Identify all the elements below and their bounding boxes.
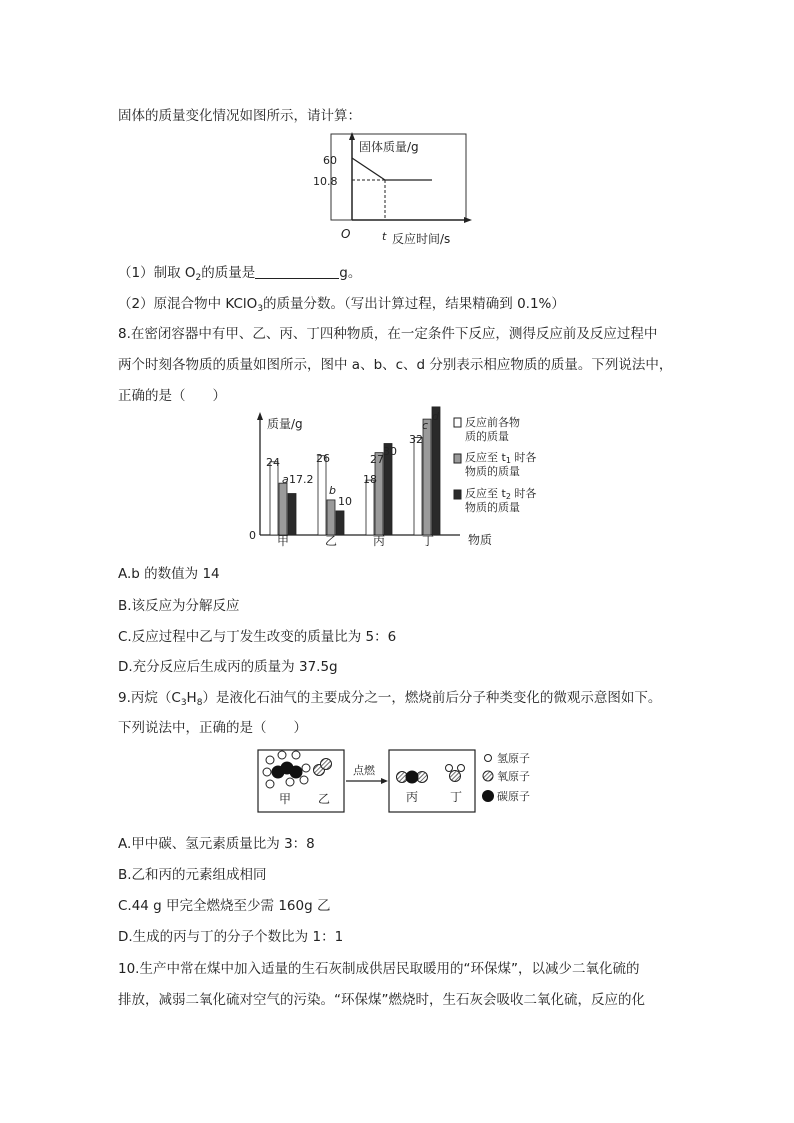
legend-swatch-t2 bbox=[454, 490, 461, 499]
legend-hydrogen-icon bbox=[485, 755, 492, 762]
q9-option-b: B.乙和丙的元素组成相同 bbox=[118, 867, 267, 883]
q9-stem-line1: 9.丙烷$(C_3H_8)$是液化石油气的主要成分之一，燃烧前后分子种类变化的微观示意图如下。 bbox=[118, 690, 662, 708]
bar-yi-t2 bbox=[336, 511, 344, 535]
bar-ding-before bbox=[414, 437, 422, 535]
bar-ding-t2 bbox=[432, 407, 440, 535]
label-bing-t1: 27 bbox=[370, 453, 384, 466]
graph1-xtick-t: t bbox=[382, 230, 387, 243]
legend-hydrogen: 氢原子 bbox=[497, 752, 530, 765]
label-ding: 丁 bbox=[450, 790, 463, 804]
label-bing-t2: 30 bbox=[383, 445, 397, 458]
label-jia: 甲 bbox=[279, 792, 292, 806]
label-jia-before: 24 bbox=[266, 456, 280, 469]
bar-origin: 0 bbox=[249, 529, 256, 542]
svg-text:反应至 t2 时各: 反应至 t2 时各 bbox=[465, 487, 537, 501]
label-yi-t2: 10 bbox=[338, 495, 352, 508]
svg-text:反应前各物: 反应前各物 bbox=[465, 416, 520, 429]
legend-carbon-icon bbox=[482, 790, 494, 802]
bar-xlabel: 物质 bbox=[468, 533, 493, 547]
svg-text:质的质量: 质的质量 bbox=[465, 430, 509, 443]
bar-jia-t2 bbox=[288, 494, 296, 535]
q8-stem-line1: 8.在密闭容器中有甲、乙、丙、丁四种物质，在一定条件下反应，测得反应前及反应过程中 bbox=[118, 326, 658, 342]
water-molecule bbox=[446, 765, 465, 782]
co2-molecule bbox=[397, 771, 428, 784]
q8-option-a: A.b 的数值为 14 bbox=[118, 566, 220, 582]
label-jia-t1: a bbox=[282, 473, 289, 486]
bar-legend bbox=[454, 415, 536, 514]
q9-option-d: D.生成的丙与丁的分子个数比为 1：1 bbox=[118, 929, 344, 945]
mass-bar-chart bbox=[246, 408, 554, 548]
y-axis-arrow bbox=[349, 132, 355, 140]
legend-carbon: 碳原子 bbox=[497, 790, 530, 803]
q8-option-b: B.该反应为分解反应 bbox=[118, 598, 240, 614]
q9-option-c: C.44 g 甲完全燃烧至少需 160g 乙 bbox=[118, 898, 331, 914]
category-ding: 丁 bbox=[422, 534, 435, 548]
graph1-ytick-108: 10.8 bbox=[313, 175, 338, 188]
category-jia: 甲 bbox=[277, 534, 290, 548]
bar-yi-before bbox=[318, 456, 326, 535]
label-yi: 乙 bbox=[318, 792, 331, 806]
q10-line1: 10.生产中常在煤中加入适量的生石灰制成供居民取暖用的“环保煤”，以减少二氧化硫的 bbox=[118, 961, 640, 977]
label-jia-t2: 17.2 bbox=[289, 473, 314, 486]
label-yi-t1: b bbox=[329, 484, 336, 497]
q7-part2: （2）原混合物中 KClO$_3$的质量分数。（写出计算过程，结果精确到 0.1%） bbox=[118, 296, 565, 314]
q9-stem-line2: 下列说法中，正确的是（ ） bbox=[118, 720, 307, 736]
answer-blank[interactable] bbox=[255, 266, 339, 279]
bar-yi-t1 bbox=[327, 500, 335, 535]
oxygen-molecule bbox=[314, 759, 332, 776]
graph1-ylabel: 固体质量/g bbox=[359, 140, 419, 154]
svg-text:物质的质量: 物质的质量 bbox=[465, 465, 520, 478]
q8-option-c: C.反应过程中乙与丁发生改变的质量比为 5：6 bbox=[118, 629, 397, 645]
q9-option-a: A.甲中碳、氢元素质量比为 3：8 bbox=[118, 836, 315, 852]
legend-swatch-t1 bbox=[454, 454, 461, 463]
legend-swatch-before bbox=[454, 418, 461, 427]
bar-jia-t1 bbox=[279, 483, 287, 535]
q7-part1: （1）制取 $O_2$的质量是 g。 bbox=[118, 265, 362, 283]
q10-line2: 排放，减弱二氧化硫对空气的污染。“环保煤”燃烧时，生石灰会吸收二氧化硫，反应的化 bbox=[118, 992, 645, 1008]
legend-oxygen: 氧原子 bbox=[497, 770, 530, 783]
graph1-origin: O bbox=[341, 227, 351, 241]
category-yi: 乙 bbox=[325, 534, 338, 548]
q8-stem-line3: 正确的是（ ） bbox=[118, 388, 226, 404]
propane-molecule bbox=[263, 751, 310, 788]
q8-stem-line2: 两个时刻各物质的质量如图所示，图中 a、b、c、d 分别表示相应物质的质量。下列说法中， bbox=[118, 357, 673, 373]
graph1-xlabel: 反应时间/s bbox=[392, 232, 451, 246]
legend-oxygen-icon bbox=[483, 771, 493, 781]
mass-curve bbox=[352, 158, 432, 180]
bar-jia-before bbox=[270, 462, 278, 535]
molecule-diagram bbox=[256, 746, 548, 818]
label-yi-before: 26 bbox=[316, 452, 330, 465]
category-bing: 丙 bbox=[373, 534, 386, 548]
label-bing: 丙 bbox=[406, 790, 419, 804]
label-bing-before: 18 bbox=[363, 473, 377, 486]
q8-option-d: D.充分反应后生成丙的质量为 37.5g bbox=[118, 659, 338, 675]
arrow-label: 点燃 bbox=[353, 764, 375, 777]
graph1-ytick-60: 60 bbox=[323, 154, 337, 167]
mass-time-graph bbox=[313, 132, 476, 250]
svg-text:反应至 t1 时各: 反应至 t1 时各 bbox=[465, 451, 537, 465]
intro-text: 固体的质量变化情况如图所示，请计算： bbox=[118, 108, 361, 124]
bar-bing-before bbox=[366, 480, 374, 535]
label-ding-t2: d bbox=[432, 410, 439, 423]
label-ding-before: 32 bbox=[409, 433, 423, 446]
svg-text:物质的质量: 物质的质量 bbox=[465, 501, 520, 514]
x-axis-arrow bbox=[464, 217, 472, 223]
label-ding-t1: c bbox=[422, 419, 429, 432]
bar-ylabel: 质量/g bbox=[267, 417, 303, 431]
bar-ding-t1 bbox=[423, 419, 431, 535]
